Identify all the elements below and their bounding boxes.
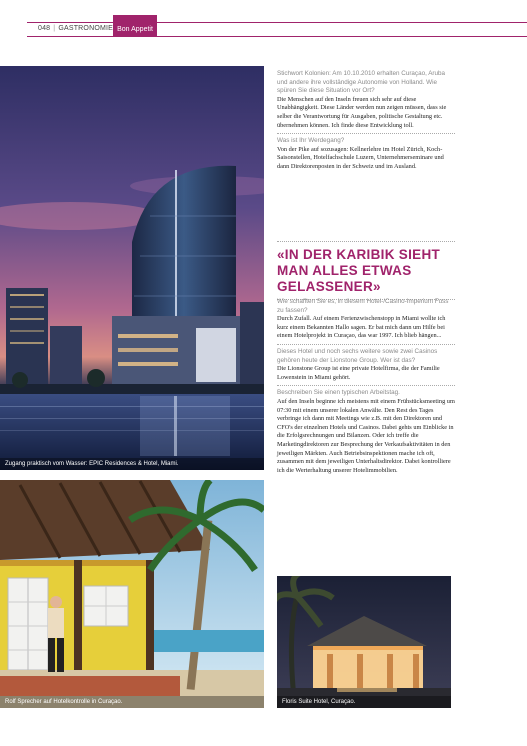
pull-quote: «IN DER KARIBIK SIEHT MAN ALLES ETWAS GELASSENER» <box>277 247 441 294</box>
epic-photo-caption: Zugang praktisch vom Wasser: EPIC Residences & Hotel, Miami. <box>0 458 264 470</box>
curacao-inspection-image <box>0 480 264 708</box>
section-name: GASTRONOMIE <box>58 25 114 32</box>
curacao-photo-caption: Rolf Sprecher auf Hotelkontrolle in Curaçao. <box>0 696 264 708</box>
answer-empire: Durch Zufall. Auf einem Ferienzwischenstopp in Miami wollte ich kurz einem Bekannten Hallo sagen. Er bat mich dann um Hilfe bei einem Hotelprojekt in Curaçao, das war 1997. Ich blieb hängen... <box>277 315 446 340</box>
section-tab <box>113 15 157 37</box>
epic-hotel-photo <box>0 66 264 470</box>
divider <box>277 344 455 345</box>
answer-workday: Auf den Inseln beginne ich meistens mit einem Frühstücksmeeting um 07:30 mit einem unserer lokalen Anwälte. Den Rest des Tages verbringe ich dann mit Meetings wie z.B. mit den Direktoren und CFO's der einzelnen Hotels und Casinos. Dabei gehts um Einblicke in die Erfolgsrechnungen und Bilanzen. Oder ich treffe die Marketingdirektoren zur Besprechung der Verkaufsaktivitäten in den jeweiligen Märkten. Auch Betriebsinspektionen mache ich oft, zusammen mit dem jeweiligen Unterhaltsdirektor. Dabei kontrolliere ich die Werterhaltung unserer Hotelimmobilien. <box>277 397 455 474</box>
answer-lionstone: Die Lionstone Group ist eine private Hotelfirma, die der Familie Lowenstein in Miami gehört. <box>277 365 440 381</box>
interview-column-lower <box>277 298 455 475</box>
floris-photo-caption: Floris Suite Hotel, Curaçao. <box>277 696 451 708</box>
floris-hotel-image <box>277 576 451 708</box>
epic-hotel-image <box>0 66 264 470</box>
header-rule-bottom <box>27 36 527 37</box>
question-career: Was ist Ihr Werdegang? <box>277 137 345 145</box>
question-colonies: Stichwort Kolonien: Am 10.10.2010 erhalten Curaçao, Aruba und andere ihre vollständige Autonomie von Holland. Wie spüren Sie diese Situation vor Ort? <box>277 70 446 95</box>
page-number: 048 <box>38 25 51 32</box>
question-empire: Wie schafften Sie es, in diesem Hotel-/Casino-Imperium Fuss zu fassen? <box>277 298 449 314</box>
pull-quote-block <box>277 238 455 303</box>
divider <box>277 385 455 386</box>
floris-hotel-photo <box>277 576 451 708</box>
header-rule-top <box>27 22 527 23</box>
question-lionstone: Dieses Hotel und noch sechs weitere sowie zwei Casinos gehören heute der Lionstone Group. Wer ist das? <box>277 347 438 364</box>
divider <box>277 133 455 134</box>
pull-quote-rule-top <box>277 241 455 242</box>
interview-column <box>277 70 455 172</box>
question-workday: Beschreiben Sie einen typischen Arbeitstag. <box>277 389 400 397</box>
running-header: 048 | GASTRONOMIE <box>38 25 114 32</box>
section-tab-label: Bon Appetit <box>117 26 153 33</box>
curacao-inspection-photo <box>0 480 264 708</box>
answer-career: Von der Pike auf sozusagen: Kellnerlehre im Hotel Zürich, Koch-Saisonstellen, Hotelfachschule Luzern, Unternehmerseminare und dann Direktorenposten in der Schweiz und im Ausland. <box>277 145 444 170</box>
answer-colonies: Die Menschen auf den Inseln freuen sich sehr auf diese Unabhängigkeit. Diese Länder werden nun zeigen müssen, dass sie selber die Verantwortung für Ausgaben, politische Gestaltung etc. übernehmen können. Ich finde diese Entwicklung toll. <box>277 95 447 129</box>
